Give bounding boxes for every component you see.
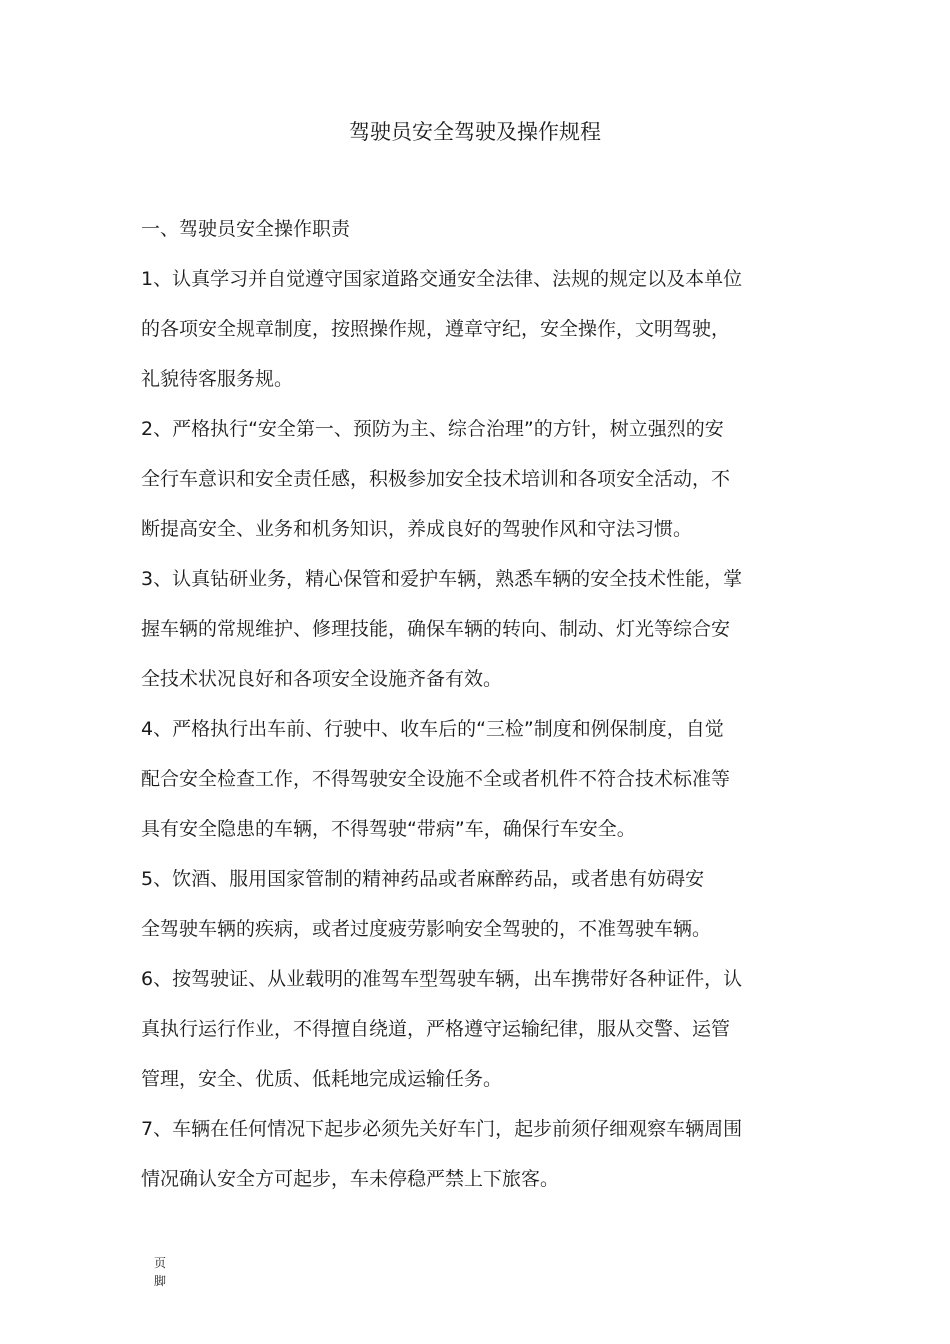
paragraph-line: 管理，安全、优质、低耗地完成运输任务。 bbox=[141, 1068, 503, 1090]
paragraph-line: 断提高安全、业务和机务知识，养成良好的驾驶作风和守法习惯。 bbox=[141, 518, 693, 540]
document-title: 驾驶员安全驾驶及操作规程 bbox=[349, 120, 601, 144]
paragraph-line: 的各项安全规章制度，按照操作规，遵章守纪，安全操作，文明驾驶， bbox=[141, 318, 731, 340]
footer-text-line: 页 bbox=[154, 1256, 167, 1270]
paragraph-2 bbox=[141, 404, 821, 554]
footer-text-line: 脚 bbox=[154, 1274, 167, 1288]
paragraph-6 bbox=[141, 954, 821, 1104]
paragraph-line: 情况确认安全方可起步，车未停稳严禁上下旅客。 bbox=[141, 1168, 560, 1190]
paragraph-line: 礼貌待客服务规。 bbox=[141, 368, 294, 390]
paragraph-line: 全驾驶车辆的疾病，或者过度疲劳影响安全驾驶的，不准驾驶车辆。 bbox=[141, 918, 712, 940]
paragraph-line: 真执行运行作业，不得擅自绕道，严格遵守运输纪律，服从交警、运管 bbox=[141, 1018, 731, 1040]
paragraph-line: 握车辆的常规维护、修理技能，确保车辆的转向、制动、灯光等综合安 bbox=[141, 618, 731, 640]
paragraph-1 bbox=[141, 254, 821, 404]
paragraph-5 bbox=[141, 854, 821, 954]
paragraph-line: 6、按驾驶证、从业载明的准驾车型驾驶车辆，出车携带好各种证件，认 bbox=[141, 968, 743, 990]
paragraph-line: 全技术状况良好和各项安全设施齐备有效。 bbox=[141, 668, 503, 690]
document-body bbox=[141, 204, 821, 1204]
paragraph-line: 5、饮酒、服用国家管制的精神药品或者麻醉药品，或者患有妨碍安 bbox=[141, 868, 705, 890]
paragraph-3 bbox=[141, 554, 821, 704]
page-footer bbox=[154, 1254, 174, 1290]
paragraph-7 bbox=[141, 1104, 821, 1204]
section-heading: 一、驾驶员安全操作职责 bbox=[141, 218, 351, 240]
paragraph-line: 2、严格执行“安全第一、预防为主、综合治理”的方针，树立强烈的安 bbox=[141, 418, 724, 440]
paragraph-line: 3、认真钻研业务，精心保管和爱护车辆，熟悉车辆的安全技术性能，掌 bbox=[141, 568, 743, 590]
paragraph-line: 全行车意识和安全责任感，积极参加安全技术培训和各项安全活动，不 bbox=[141, 468, 731, 490]
paragraph-line: 具有安全隐患的车辆，不得驾驶“带病”车，确保行车安全。 bbox=[141, 818, 636, 840]
paragraph-line: 配合安全检查工作，不得驾驶安全设施不全或者机件不符合技术标准等 bbox=[141, 768, 731, 790]
paragraph-line: 4、严格执行出车前、行驶中、收车后的“三检”制度和例保制度，自觉 bbox=[141, 718, 724, 740]
paragraph-line: 1、认真学习并自觉遵守国家道路交通安全法律、法规的规定以及本单位 bbox=[141, 268, 743, 290]
paragraph-4 bbox=[141, 704, 821, 854]
paragraph-line: 7、车辆在任何情况下起步必须先关好车门，起步前须仔细观察车辆周围 bbox=[141, 1118, 743, 1140]
